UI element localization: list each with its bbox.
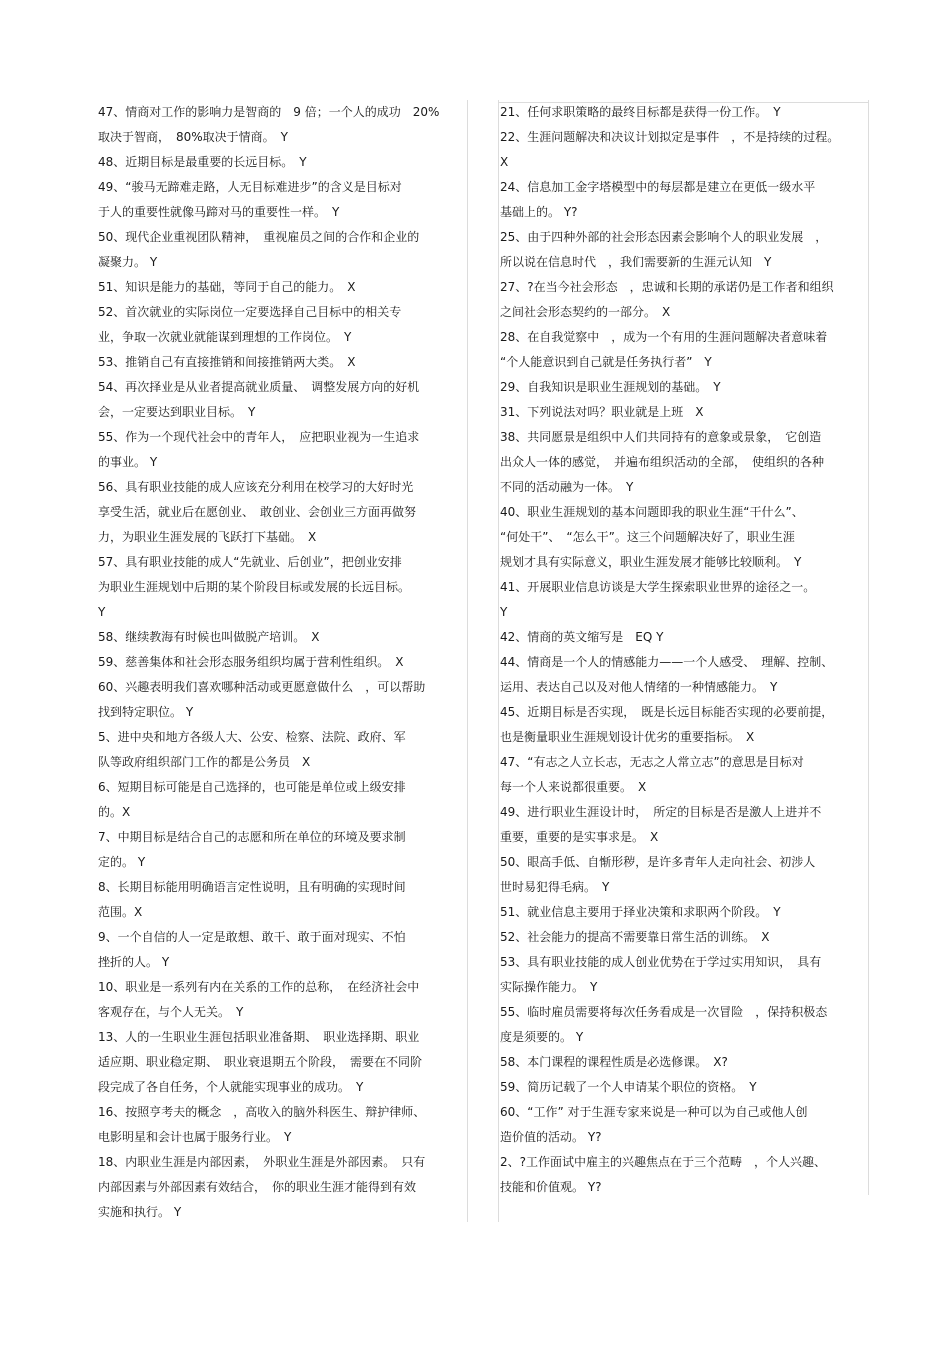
text-line: 53、推销自己有直接推销和间接推销两大类。 X bbox=[98, 355, 356, 369]
text-line: 50、眼高手低、自惭形秽，是许多青年人走向社会、初涉人 bbox=[500, 855, 816, 869]
right-column-left-border bbox=[498, 100, 499, 1222]
text-line: 2、?工作面试中雇主的兴趣焦点在于三个范畴 ，个人兴趣、 bbox=[500, 1155, 827, 1169]
text-line: 38、共同愿景是组织中人们共同持有的意象或景象， 它创造 bbox=[500, 430, 822, 444]
text-line: 客观存在，与个人无关。 Y bbox=[98, 1005, 244, 1019]
text-line: 51、知识是能力的基础，等同于自己的能力。 X bbox=[98, 280, 356, 294]
text-line: 8、长期目标能用明确语言定性说明，且有明确的实现时间 bbox=[98, 880, 406, 894]
text-line: 度是须要的。 Y bbox=[500, 1030, 584, 1044]
text-line: 7、中期目标是结合自己的志愿和所在单位的环境及要求制 bbox=[98, 830, 406, 844]
text-line: 业，争取一次就业就能谋到理想的工作岗位。 Y bbox=[98, 330, 352, 344]
text-line: 造价值的活动。 Y? bbox=[500, 1130, 602, 1144]
text-line: 适应期、职业稳定期、 职业衰退期五个阶段， 需要在不同阶 bbox=[98, 1055, 423, 1069]
text-line: X bbox=[500, 155, 509, 169]
text-line: 54、再次择业是从业者提高就业质量、 调整发展方向的好机 bbox=[98, 380, 420, 394]
text-line: 47、“有志之人立长志，无志之人常立志”的意思是目标对 bbox=[500, 755, 804, 769]
text-line: 世时易犯得毛病。 Y bbox=[500, 880, 610, 894]
text-line: 53、具有职业技能的成人创业优势在于学过实用知识， 具有 bbox=[500, 955, 822, 969]
text-line: 49、“骏马无蹄难走路，人无目标难进步”的含义是目标对 bbox=[98, 180, 402, 194]
text-line: 出众人一体的感觉， 并遍布组织活动的全部， 使组织的各种 bbox=[500, 455, 825, 469]
text-line: 凝聚力。 Y bbox=[98, 255, 158, 269]
text-line: 力，为职业生涯发展的飞跃打下基础。 X bbox=[98, 530, 317, 544]
text-line: 5、进中央和地方各级人大、公安、检察、法院、政府、军 bbox=[98, 730, 406, 744]
text-line: 运用、表达自己以及对他人情绪的一种情感能力。 Y bbox=[500, 680, 778, 694]
text-line: 28、在自我觉察中 ，成为一个有用的生涯问题解决者意味着 bbox=[500, 330, 828, 344]
text-line: 58、继续教海有时候也叫做脱产培训。 X bbox=[98, 630, 320, 644]
text-line: 取决于智商， 80%取决于情商。 Y bbox=[98, 130, 289, 144]
text-line: 44、情商是一个人的情感能力——一个人感受、 理解、控制、 bbox=[500, 655, 834, 669]
text-line: 21、任何求职策略的最终目标都是获得一份工作。 Y bbox=[500, 105, 781, 119]
left-column bbox=[98, 100, 470, 1225]
text-line: 找到特定职位。 Y bbox=[98, 705, 194, 719]
text-line: 47、情商对工作的影响力是智商的 9 倍；一个人的成功 20% bbox=[98, 105, 440, 119]
text-line: 24、信息加工金字塔模型中的每层都是建立在更低一级水平 bbox=[500, 180, 816, 194]
text-line: 基础上的。 Y? bbox=[500, 205, 578, 219]
text-line: 10、职业是一系列有内在关系的工作的总称， 在经济社会中 bbox=[98, 980, 420, 994]
text-line: 55、作为一个现代社会中的青年人， 应把职业视为一生追求 bbox=[98, 430, 420, 444]
text-line: 规划才具有实际意义，职业生涯发展才能够比较顺利。 Y bbox=[500, 555, 802, 569]
text-line: 会，一定要达到职业目标。 Y bbox=[98, 405, 256, 419]
text-line: 50、现代企业重视团队精神， 重视雇员之间的合作和企业的 bbox=[98, 230, 420, 244]
text-line: “个人能意识到自己就是任务执行者” Y bbox=[500, 355, 712, 369]
text-line: 18、内职业生涯是内部因素， 外职业生涯是外部因素。 只有 bbox=[98, 1155, 426, 1169]
text-line: 6、短期目标可能是自己选择的，也可能是单位或上级安排 bbox=[98, 780, 406, 794]
text-line: 为职业生涯规划中后期的某个阶段目标或发展的长远目标。 bbox=[98, 580, 411, 594]
text-line: 49、进行职业生涯设计时， 所定的目标是否是激人上进并不 bbox=[500, 805, 822, 819]
text-line: Y bbox=[500, 605, 508, 619]
text-line: 重要，重要的是实事求是。 X bbox=[500, 830, 659, 844]
text-line: 段完成了各自任务，个人就能实现事业的成功。 Y bbox=[98, 1080, 364, 1094]
text-line: 51、就业信息主要用于择业决策和求职两个阶段。 Y bbox=[500, 905, 781, 919]
text-line: 22、生涯问题解决和决议计划拟定是事件 ，不是持续的过程。 bbox=[500, 130, 840, 144]
text-line: 范围。X bbox=[98, 905, 143, 919]
text-line: 52、社会能力的提高不需要靠日常生活的训练。 X bbox=[500, 930, 770, 944]
text-line: 55、临时雇员需要将每次任务看成是一次冒险 ，保持积极态 bbox=[500, 1005, 828, 1019]
text-line: 电影明星和会计也属于服务行业。 Y bbox=[98, 1130, 292, 1144]
text-line: 13、人的一生职业生涯包括职业准备期、 职业选择期、职业 bbox=[98, 1030, 420, 1044]
text-line: 40、职业生涯规划的基本问题即我的职业生涯“干什么”、 bbox=[500, 505, 804, 519]
text-line: 之间社会形态契约的一部分。 X bbox=[500, 305, 671, 319]
text-line: 42、情商的英文缩写是 EQ Y bbox=[500, 630, 664, 644]
text-line: 57、具有职业技能的成人“先就业、后创业”，把创业安排 bbox=[98, 555, 402, 569]
text-line: 59、慈善集体和社会形态服务组织均属于营利性组织。 X bbox=[98, 655, 404, 669]
text-line: 16、按照亨考夫的概念 ，高收入的脑外科医生、辩护律师、 bbox=[98, 1105, 426, 1119]
text-line: 52、首次就业的实际岗位一定要选择自己目标中的相关专 bbox=[98, 305, 402, 319]
text-line: 25、由于四种外部的社会形态因素会影响个人的职业发展 ， bbox=[500, 230, 828, 244]
text-line: 技能和价值观。 Y? bbox=[500, 1180, 602, 1194]
text-line: 的。X bbox=[98, 805, 131, 819]
text-line: 31、下列说法对吗？职业就是上班 X bbox=[500, 405, 704, 419]
text-line: 60、兴趣表明我们喜欢哪种活动或更愿意做什么 ，可以帮助 bbox=[98, 680, 426, 694]
right-column bbox=[500, 100, 870, 1200]
text-line: “何处干”、 “怎么干”。这三个问题解决好了，职业生涯 bbox=[500, 530, 795, 544]
text-line: 挫折的人。 Y bbox=[98, 955, 170, 969]
text-line: 队等政府组织部门工作的都是公务员 X bbox=[98, 755, 311, 769]
text-line: 29、自我知识是职业生涯规划的基础。 Y bbox=[500, 380, 721, 394]
text-line: 56、具有职业技能的成人应该充分利用在校学习的大好时光 bbox=[98, 480, 414, 494]
text-line: 45、近期目标是否实现， 既是长远目标能否实现的必要前提， bbox=[500, 705, 834, 719]
text-line: 所以说在信息时代 ，我们需要新的生涯元认知 Y bbox=[500, 255, 772, 269]
text-line: 于人的重要性就像马蹄对马的重要性一样。 Y bbox=[98, 205, 340, 219]
text-line: 27、?在当今社会形态 ，忠诚和长期的承诺仍是工作者和组织 bbox=[500, 280, 834, 294]
text-line: 41、开展职业信息访谈是大学生探索职业世界的途径之一。 bbox=[500, 580, 816, 594]
text-line: 实际操作能力。 Y bbox=[500, 980, 598, 994]
text-line: 享受生活，就业后在愿创业、 敢创业、会创业三方面再做努 bbox=[98, 505, 417, 519]
text-line: 内部因素与外部因素有效结合， 你的职业生涯才能得到有效 bbox=[98, 1180, 417, 1194]
text-line: 不同的活动融为一体。 Y bbox=[500, 480, 634, 494]
text-line: 48、近期目标是最重要的长远目标。 Y bbox=[98, 155, 307, 169]
text-line: 9、一个自信的人一定是敢想、敢干、敢于面对现实、不怕 bbox=[98, 930, 406, 944]
text-line: 59、简历记载了一个人申请某个职位的资格。 Y bbox=[500, 1080, 757, 1094]
text-line: 60、“工作” 对于生涯专家来说是一种可以为自己或他人创 bbox=[500, 1105, 808, 1119]
text-line: 每一个人来说都很重要。 X bbox=[500, 780, 647, 794]
text-line: 的事业。 Y bbox=[98, 455, 158, 469]
text-line: Y bbox=[98, 605, 106, 619]
text-line: 也是衡量职业生涯规划设计优劣的重要指标。 X bbox=[500, 730, 755, 744]
text-line: 58、本门课程的课程性质是必选修课。 X? bbox=[500, 1055, 728, 1069]
text-line: 实施和执行。 Y bbox=[98, 1205, 182, 1219]
text-line: 定的。 Y bbox=[98, 855, 146, 869]
